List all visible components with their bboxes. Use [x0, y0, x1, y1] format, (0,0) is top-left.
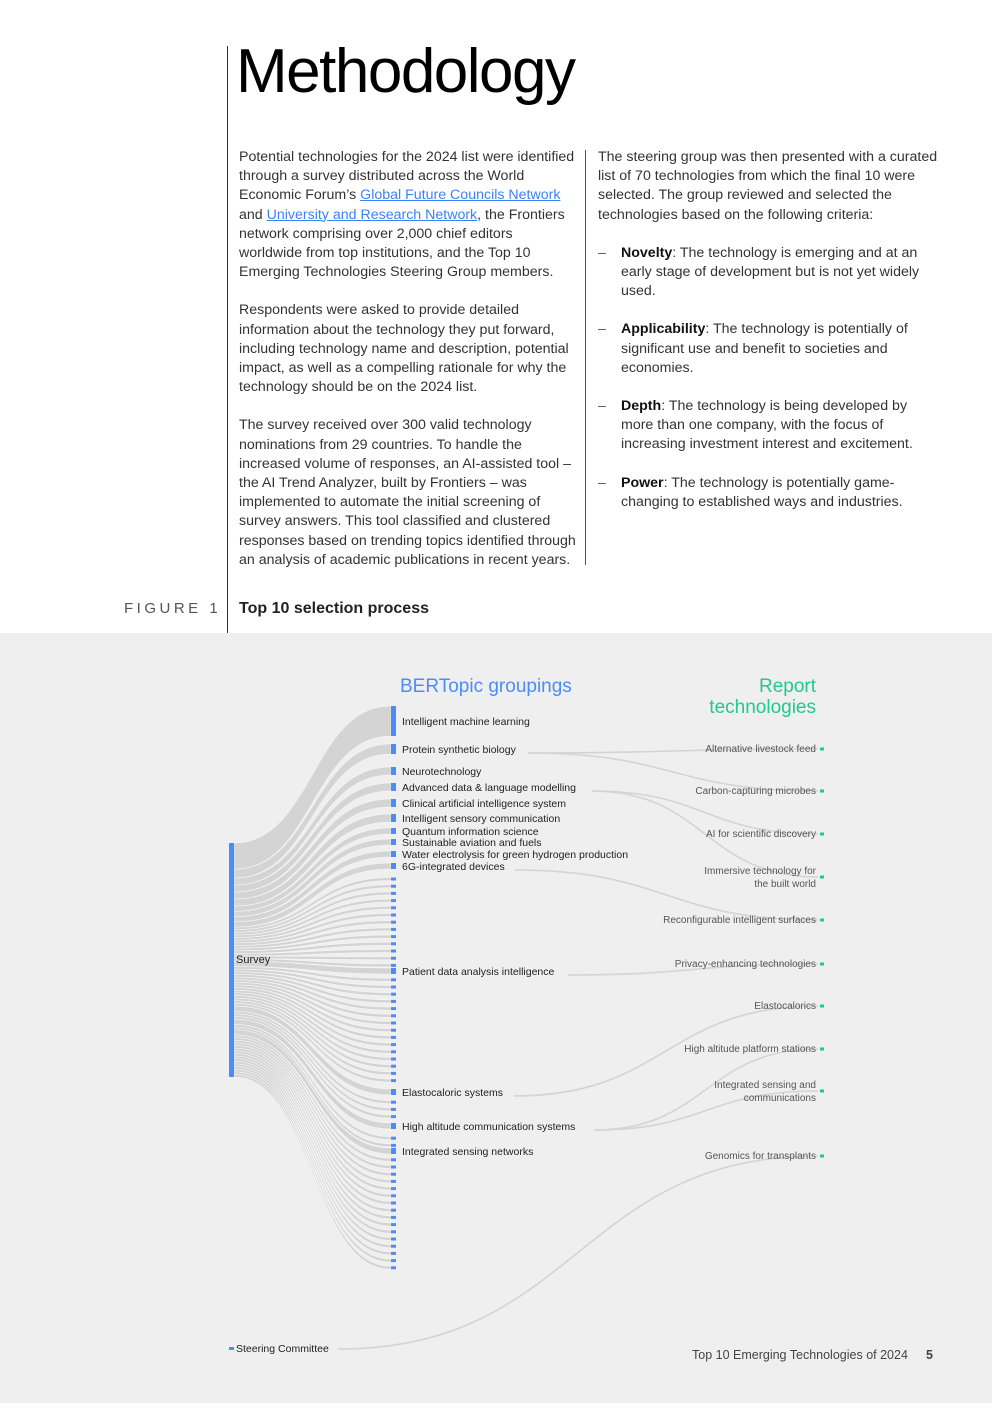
topic-node: [391, 878, 396, 881]
topic-node: [391, 964, 396, 967]
criterion-novelty: [598, 244, 943, 302]
page-title: Methodology: [236, 37, 575, 106]
paragraph-steering-intro: The steering group was then presented with a curated list of 70 technologies from which the final 10 were selected. The group reviewed and selected the technologies based on the following criteria:: [598, 149, 938, 223]
header-report-technologies: Report: [758, 676, 816, 697]
survey-flows: [234, 706, 391, 1269]
topic-node: [391, 1043, 396, 1046]
grouping-node: [391, 744, 396, 754]
paragraph-survey: [239, 148, 579, 282]
grouping-node: [391, 839, 396, 845]
right-column: [598, 148, 943, 531]
survey-label: Survey: [236, 954, 271, 966]
paragraph-text: Potential technologies for the 2024 list were identified through a survey distributed across the World Economic Forum’s: [239, 149, 575, 204]
grouping-label: Neurotechnology: [402, 766, 482, 778]
topic-node: [391, 914, 396, 917]
topic-node: [391, 1187, 396, 1190]
topic-node: [391, 921, 396, 924]
topic-node: [391, 986, 396, 989]
dash: –: [598, 244, 606, 261]
topic-node: [391, 1245, 396, 1248]
topic-node: [391, 1000, 396, 1003]
link-university-research-network[interactable]: University and Research Network: [266, 206, 478, 223]
topic-node: [391, 942, 396, 945]
topic-node: [391, 928, 396, 931]
grouping-node: [391, 863, 396, 869]
grouping-label: Clinical artificial intelligence system: [402, 798, 566, 810]
grouping-node: [391, 968, 396, 974]
header-bertopic-groupings: BERTopic groupings: [400, 676, 572, 697]
grouping-label: Intelligent machine learning: [402, 716, 530, 728]
left-column: [239, 148, 579, 589]
topic-node: [391, 1144, 396, 1147]
grouping-label: Integrated sensing networks: [402, 1146, 534, 1158]
topic-node: [391, 1108, 396, 1111]
grouping-label: Intelligent sensory communication: [402, 813, 561, 825]
grouping-node: [391, 1148, 396, 1154]
grouping-label: Advanced data & language modelling: [402, 782, 576, 794]
criterion-name: Power: [621, 474, 664, 491]
grouping-label: High altitude communication systems: [402, 1121, 576, 1133]
header-report-technologies: technologies: [709, 697, 816, 718]
grouping-label: Quantum information science: [402, 826, 539, 838]
grouping-label: Patient data analysis intelligence: [402, 966, 555, 978]
link-global-future-councils[interactable]: Global Future Councils Network: [360, 187, 561, 204]
grouping-node: [391, 706, 396, 736]
paragraph-text: and: [239, 206, 267, 223]
topic-node: [391, 906, 396, 909]
footer-title: Top 10 Emerging Technologies of 2024: [692, 1348, 908, 1362]
topic-node: [391, 1209, 396, 1212]
report-node: [820, 1155, 824, 1158]
grouping-node: [391, 1089, 396, 1095]
grouping-node: [391, 799, 396, 807]
page-number: 5: [926, 1348, 933, 1362]
steering-committee-node: [229, 1347, 234, 1350]
topic-node: [391, 1065, 396, 1068]
report-node: [820, 1005, 824, 1008]
grouping-node: [391, 851, 396, 857]
dash: –: [598, 398, 606, 415]
topic-node: [391, 1266, 396, 1269]
steering-committee-label: Steering Committee: [236, 1343, 329, 1355]
topic-node: [391, 1238, 396, 1241]
dash: –: [598, 321, 606, 338]
figure-panel: [0, 633, 992, 1403]
report-node: [820, 919, 824, 922]
report-label: communications: [743, 1093, 816, 1104]
topic-node: [391, 950, 396, 953]
report-node: [820, 790, 824, 793]
column-divider: [585, 150, 586, 565]
topic-node: [391, 957, 396, 960]
report-node: [820, 833, 824, 836]
topic-node: [391, 1072, 396, 1075]
grouping-node: [391, 1123, 396, 1129]
figure-title: Top 10 selection process: [239, 600, 429, 617]
survey-node: [229, 843, 234, 1077]
criterion-text: : The technology is potentially of significant use and benefit to societies and economies.: [621, 321, 908, 376]
report-node: [820, 1048, 824, 1051]
grouping-node: [391, 814, 396, 822]
criterion-name: Applicability: [621, 321, 706, 338]
topic-node: [391, 1216, 396, 1219]
topic-node: [391, 1202, 396, 1205]
topic-node: [391, 1194, 396, 1197]
topic-node: [391, 1058, 396, 1061]
report-label: Genomics for transplants: [704, 1151, 816, 1162]
title-rule: [227, 46, 228, 634]
criteria-list: [598, 244, 943, 512]
topic-node: [391, 1014, 396, 1017]
topic-node: [391, 978, 396, 981]
topic-node: [391, 1007, 396, 1010]
report-label: AI for scientific discovery: [705, 829, 816, 840]
grouping-node: [391, 767, 396, 775]
topic-node: [391, 1166, 396, 1169]
topic-node: [391, 1158, 396, 1161]
topic-node: [391, 885, 396, 888]
topic-node: [391, 1259, 396, 1262]
figure-number: FIGURE 1: [124, 600, 222, 617]
paragraph-respondents: Respondents were asked to provide detailed information about the technology they put forward, including technology name and description, potential impact, as well as a compelling rationale for why the technology should be on the 2024 list.: [239, 302, 569, 396]
report-label: Privacy-enhancing technologies: [674, 959, 816, 970]
topic-node: [391, 899, 396, 902]
report-label: the built world: [754, 879, 816, 890]
paragraph-text: , the Frontiers network comprising over 2,000 chief editors worldwide from top institutions, and the Top 10 Emerging Technologies Steering Group members.: [239, 206, 565, 281]
topic-node: [391, 1137, 396, 1140]
topic-node: [391, 1252, 396, 1255]
report-node: [820, 876, 824, 879]
topic-node: [391, 993, 396, 996]
tech-link: [515, 870, 818, 920]
topic-node: [391, 1022, 396, 1025]
topic-node: [391, 1029, 396, 1032]
grouping-label: Water electrolysis for green hydrogen production: [402, 849, 629, 861]
sankey-diagram: [0, 633, 992, 1403]
tech-link: [592, 791, 818, 834]
topic-node: [391, 892, 396, 895]
criterion-applicability: [598, 320, 943, 378]
criterion-depth: [598, 397, 943, 455]
criterion-text: : The technology is emerging and at an early stage of development but is not yet widely used.: [621, 244, 920, 300]
topic-node: [391, 1230, 396, 1233]
criterion-power: [598, 474, 943, 512]
topic-node: [391, 1115, 396, 1118]
report-node: [820, 748, 824, 751]
report-label: Elastocalorics: [754, 1001, 816, 1012]
topic-node: [391, 1180, 396, 1183]
topic-node: [391, 1079, 396, 1082]
criterion-text: : The technology is being developed by more than one company, with the focus of increasing investment interest and excitement.: [621, 398, 913, 453]
topic-node: [391, 1050, 396, 1053]
topic-node: [391, 935, 396, 938]
grouping-label: Sustainable aviation and fuels: [402, 837, 542, 849]
dash: –: [598, 474, 606, 491]
topic-node: [391, 1223, 396, 1226]
criterion-name: Depth: [621, 398, 662, 415]
grouping-label: Protein synthetic biology: [402, 744, 516, 756]
grouping-node: [391, 828, 396, 834]
grouping-label: 6G-integrated devices: [402, 861, 505, 873]
grouping-node: [391, 783, 396, 791]
topic-node: [391, 1036, 396, 1039]
report-label: High altitude platform stations: [684, 1044, 816, 1055]
report-node: [820, 1090, 824, 1093]
report-label: Reconfigurable intelligent surfaces: [663, 915, 816, 926]
paragraph-nominations: The survey received over 300 valid technology nominations from 29 countries. To handle the increased volume of responses, an AI-assisted tool – the AI Trend Analyzer, built by Frontiers – was implemented to automate the initial screening of survey answers. This tool classified and clustered responses based on trending topics identified through an analysis of academic publications in recent years.: [239, 417, 576, 568]
tech-link: [338, 1156, 818, 1349]
topic-node: [391, 1173, 396, 1176]
topic-node: [391, 1101, 396, 1104]
criterion-text: : The technology is potentially game-changing to established ways and industries.: [621, 474, 903, 510]
report-label: Alternative livestock feed: [705, 744, 816, 755]
report-label: Integrated sensing and: [714, 1080, 816, 1091]
report-label: Carbon-capturing microbes: [695, 786, 816, 797]
criterion-name: Novelty: [621, 244, 673, 261]
report-label: Immersive technology for: [704, 866, 816, 877]
report-node: [820, 963, 824, 966]
grouping-label: Elastocaloric systems: [402, 1087, 503, 1099]
